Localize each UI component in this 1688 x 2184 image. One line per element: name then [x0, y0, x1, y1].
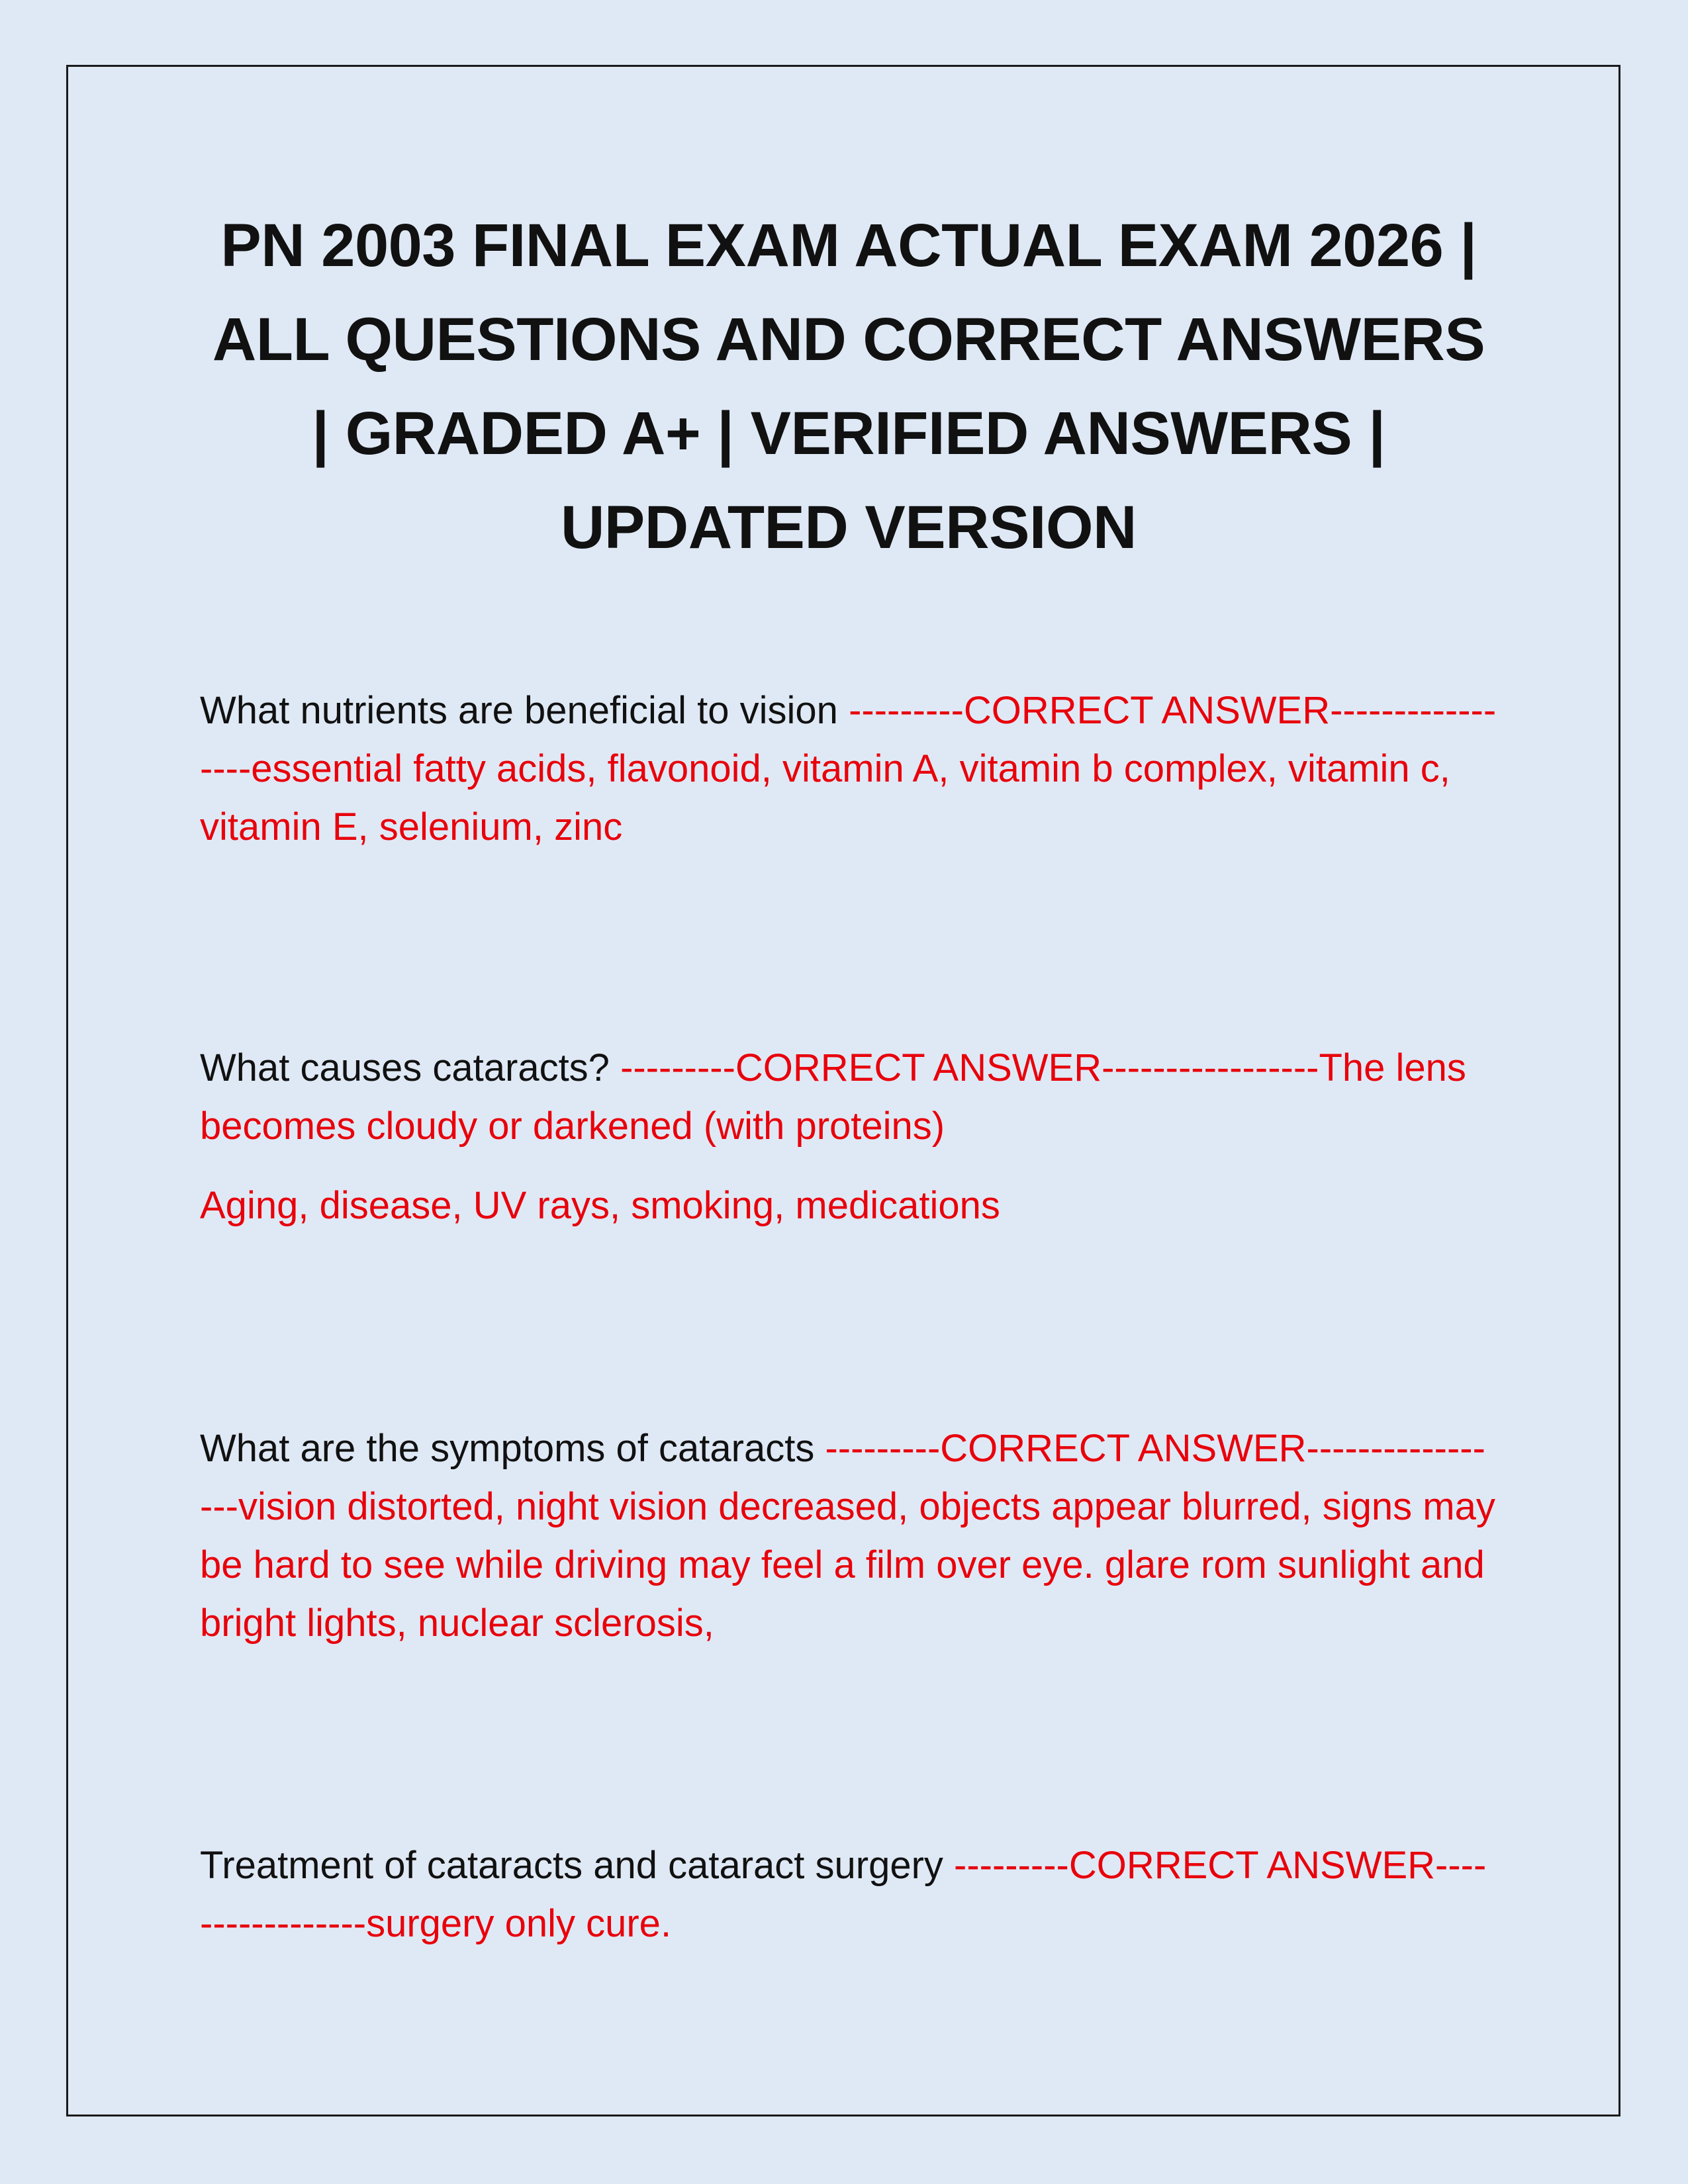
qa-paragraph — [200, 1420, 1497, 1653]
qa-item — [200, 1039, 1497, 1235]
answer-text: ---------CORRECT ANSWER-----------------surgery only cure. — [200, 1844, 1487, 1945]
answer-text: ---------CORRECT ANSWER-----------------The lens becomes cloudy or darkened (with proteins) — [200, 1046, 1466, 1148]
question-text: What are the symptoms of cataracts — [200, 1427, 825, 1470]
qa-paragraph — [200, 1837, 1497, 1953]
answer-extra-text: Aging, disease, UV rays, smoking, medications — [200, 1184, 1000, 1227]
answer-text: ---------CORRECT ANSWER-----------------vision distorted, night vision decreased, objects appear blurred, signs may be hard to see while driving may feel a film over eye. glare rom sunlight and bright lights, nuclear sclerosis, — [200, 1427, 1495, 1645]
document-content — [200, 199, 1497, 1945]
question-text: What causes cataracts? — [200, 1046, 621, 1089]
qa-paragraph — [200, 1039, 1497, 1156]
qa-item — [200, 682, 1497, 856]
answer-text: ---------CORRECT ANSWER-----------------essential fatty acids, flavonoid, vitamin A, vitamin b complex, vitamin c, vitamin E, selenium, zinc — [200, 689, 1497, 848]
qa-item — [200, 1420, 1497, 1653]
document-title: PN 2003 FINAL EXAM ACTUAL EXAM 2026 | ALL QUESTIONS AND CORRECT ANSWERS | GRADED A+ | VERIFIED ANSWERS | UPDATED VERSION — [212, 212, 1485, 561]
question-text: What nutrients are beneficial to vision — [200, 689, 849, 732]
qa-paragraph — [200, 682, 1497, 856]
question-text: Treatment of cataracts and cataract surgery — [200, 1844, 955, 1887]
qa-item — [200, 1837, 1497, 1953]
